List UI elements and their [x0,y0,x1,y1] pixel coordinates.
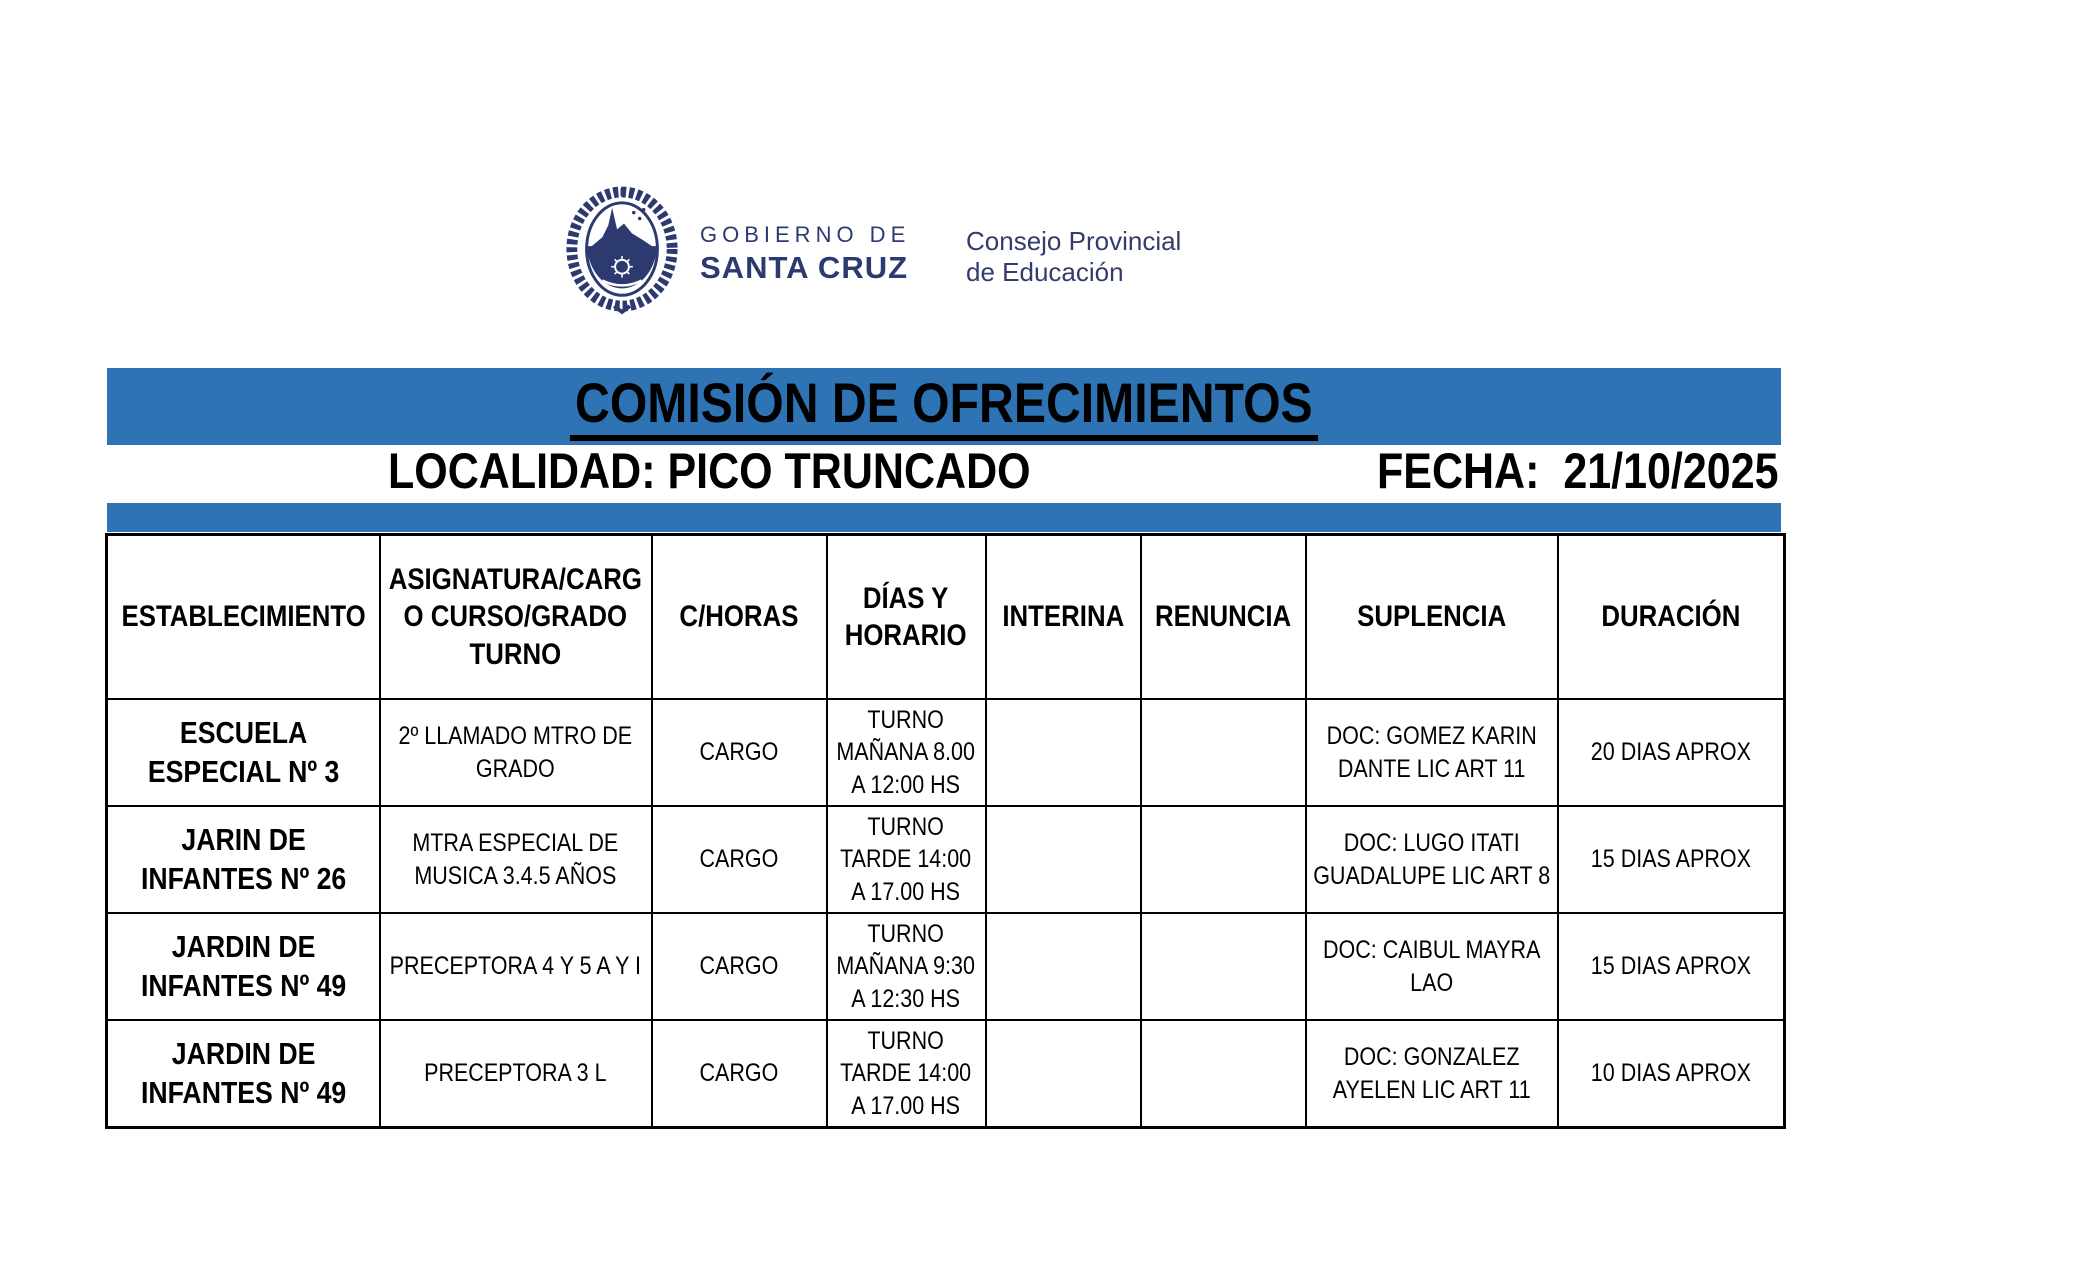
cell-asignatura: PRECEPTORA 4 Y 5 A Y I [380,913,652,1020]
col-header-interina: INTERINA [986,535,1141,700]
cell-asignatura: 2º LLAMADO MTRO DE GRADO [380,699,652,806]
cell-dias-horario: TURNO TARDE 14:00 A 17.00 HS [827,1020,986,1128]
col-header-asignatura: ASIGNATURA/CARGO CURSO/GRADO TURNO [380,535,652,700]
title-banner [107,368,1781,445]
santa-cruz-crest-icon [563,186,681,316]
cell-dias-horario: TURNO TARDE 14:00 A 17.00 HS [827,806,986,913]
cell-renuncia [1141,699,1306,806]
cell-duracion: 15 DIAS APROX [1558,806,1785,913]
org-name-line2: de Educación [966,257,1124,287]
col-header-renuncia: RENUNCIA [1141,535,1306,700]
offers-table [105,533,1786,1129]
cell-establecimiento: JARDIN DE INFANTES Nº 49 [107,1020,380,1128]
col-header-c-horas: C/HORAS [652,535,827,700]
cell-establecimiento: JARIN DE INFANTES Nº 26 [107,806,380,913]
cell-suplencia: DOC: LUGO ITATI GUADALUPE LIC ART 8 [1306,806,1558,913]
cell-renuncia [1141,806,1306,913]
cell-c-horas: CARGO [652,913,827,1020]
government-logo [563,186,1263,318]
cell-renuncia [1141,1020,1306,1128]
table-header-row [107,535,1785,700]
org-name-line1: Consejo Provincial [966,226,1182,256]
cell-suplencia: DOC: GOMEZ KARIN DANTE LIC ART 11 [1306,699,1558,806]
cell-dias-horario: TURNO MAÑANA 8.00 A 12:00 HS [827,699,986,806]
cell-asignatura: PRECEPTORA 3 L [380,1020,652,1128]
cell-renuncia [1141,913,1306,1020]
cell-establecimiento: JARDIN DE INFANTES Nº 49 [107,913,380,1020]
government-name-line1: GOBIERNO DE [700,222,911,247]
cell-dias-horario: TURNO MAÑANA 9:30 A 12:30 HS [827,913,986,1020]
cell-asignatura: MTRA ESPECIAL DE MUSICA 3.4.5 AÑOS [380,806,652,913]
subtitle-row [0,443,2100,499]
locality-label: LOCALIDAD: PICO TRUNCADO [388,443,1031,499]
government-name-line2: SANTA CRUZ [700,250,909,285]
cell-c-horas: CARGO [652,699,827,806]
cell-duracion: 15 DIAS APROX [1558,913,1785,1020]
col-header-establecimiento: ESTABLECIMIENTO [107,535,380,700]
cell-suplencia: DOC: CAIBUL MAYRA LAO [1306,913,1558,1020]
table-row [107,699,1785,806]
cell-interina [986,806,1141,913]
table-row [107,806,1785,913]
col-header-suplencia: SUPLENCIA [1306,535,1558,700]
table-row [107,913,1785,1020]
cell-c-horas: CARGO [652,1020,827,1128]
col-header-duracion: DURACIÓN [1558,535,1785,700]
cell-duracion: 20 DIAS APROX [1558,699,1785,806]
page-title: COMISIÓN DE OFRECIMIENTOS [570,372,1318,441]
cell-c-horas: CARGO [652,806,827,913]
table-row [107,1020,1785,1128]
cell-establecimiento: ESCUELA ESPECIAL Nº 3 [107,699,380,806]
cell-interina [986,913,1141,1020]
date-label: FECHA: 21/10/2025 [1377,443,1779,499]
cell-interina [986,699,1141,806]
cell-duracion: 10 DIAS APROX [1558,1020,1785,1128]
cell-suplencia: DOC: GONZALEZ AYELEN LIC ART 11 [1306,1020,1558,1128]
divider-stripe [107,503,1781,532]
col-header-dias-y-horario: DÍAS Y HORARIO [827,535,986,700]
cell-interina [986,1020,1141,1128]
